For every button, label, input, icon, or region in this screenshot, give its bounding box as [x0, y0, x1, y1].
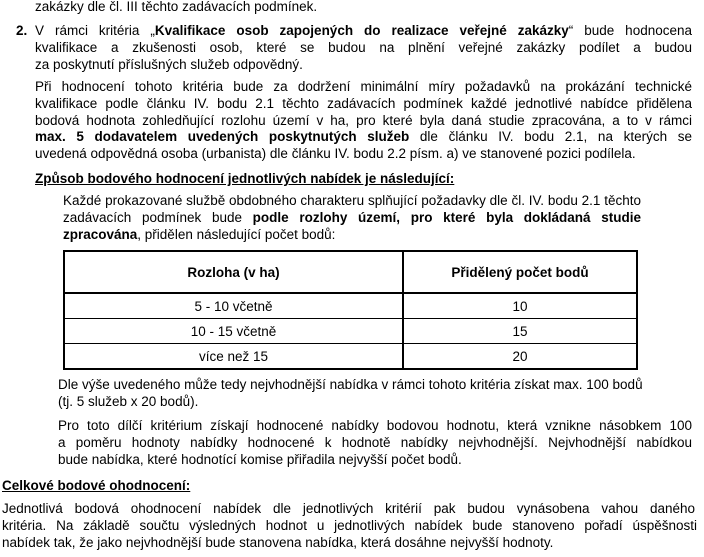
top-line: zakázky dle čl. III těchto zadávacích podmínek.	[35, 0, 318, 14]
para1-line2: kvalifikace podle článku IV. bodu 2.1 těchto zadávacích podmínek každé jednotlivé nabídce přidělena	[35, 96, 692, 111]
item2-line3: za poskytnutí příslušných služeb odpovědný.	[35, 57, 303, 72]
scoring-heading: Způsob bodového hodnocení jednotlivých nabídek je následující:	[35, 171, 455, 186]
after-table-line1: Dle výše uvedeného může tedy nejvhodnější nabídka v rámci tohoto kritéria získat max. 100 bodů	[58, 377, 643, 392]
scoring-line3: zpracována, přidělen následující počet bodů:	[63, 227, 336, 242]
para2-line1: Pro toto dílčí kritérium získají hodnocené nabídky bodovou hodnotu, která vznikne násobkem 100	[58, 418, 692, 433]
table-header-points: Přidělený počet bodů	[403, 251, 637, 293]
overall-line2: kritéria. Na základě součtu výsledných hodnot u jednotlivých nabídek bude stanoveno pořadí úspěšnosti	[2, 518, 697, 533]
table-row: více než 15 20	[64, 344, 637, 370]
para1-line3: bodová hodnota zohledňující rozlohu území v ha, pro které byla daná studie zpracována, a to v rámci	[35, 113, 692, 128]
overall-line1: Jednotlivá bodová ohodnocení nabídek dle jednotlivých kritérií pak budou vynásobena vahou daného	[2, 501, 695, 516]
points-table	[63, 250, 638, 370]
table-header-area: Rozloha (v ha)	[64, 251, 403, 293]
para1-line4: max. 5 dodavatelem uvedených poskytnutých služeb dle článku IV. bodu 2.1, na kterých se	[35, 129, 692, 144]
table-row: 5 - 10 včetně 10	[64, 293, 637, 319]
para1-line1: Při hodnocení tohoto kritéria bude za dodržení minimální míry požadavků na prokázání technické	[35, 79, 692, 94]
para2-line3: bude nabídka, které hodnotící komise přiřadila nejvyšší počet bodů.	[58, 452, 462, 467]
overall-line3: nabídek tak, že jako nejvhodnější bude stanovena nabídka, která dosáhne nejvyšší hodnoty.	[2, 535, 554, 550]
item2-line1: V rámci kritéria „Kvalifikace osob zapojených do realizace veřejné zakázky“ bude hodnocena	[35, 23, 692, 38]
scoring-line2: zadávacích podmínek bude podle rozlohy území, pro které byla dokládaná studie	[63, 210, 641, 225]
item-number: 2.	[16, 23, 28, 38]
table-header-row	[64, 251, 637, 293]
para2-line2: a poměru hodnoty nabídky hodnocené k hodnotě nabídky nejvhodnější. Nejvhodnější nabídkou	[58, 435, 692, 450]
overall-heading: Celkové bodové ohodnocení:	[2, 478, 191, 493]
item2-line2: kvalifikace a zkušenosti osob, které se budou na plnění veřejné zakázky podílet a budou	[35, 40, 692, 55]
para1-line5: uvedená odpovědná osoba (urbanista) dle článku IV. bodu 2.2 písm. a) ve stanovené pozici podílela.	[35, 146, 636, 161]
after-table-line2: (tj. 5 služeb x 20 bodů).	[58, 394, 199, 409]
scoring-line1: Každé prokazované službě obdobného charakteru splňující požadavky dle čl. IV. bodu 2.1 těchto	[63, 193, 641, 208]
table-row: 10 - 15 včetně 15	[64, 319, 637, 344]
